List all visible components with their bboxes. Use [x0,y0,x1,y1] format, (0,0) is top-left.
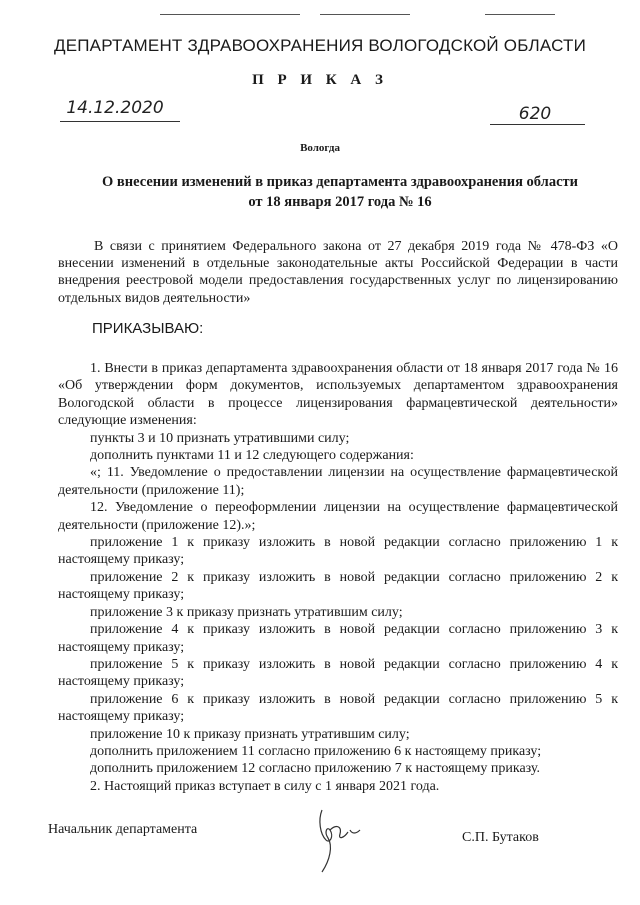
department-heading: ДЕПАРТАМЕНТ ЗДРАВООХРАНЕНИЯ ВОЛОГОДСКОЙ ОБЛАСТИ [54,36,586,55]
number-underline [490,124,585,125]
signatory-position: Начальник департамента [48,822,198,837]
city: Вологда [300,142,340,154]
body-line: 12. Уведомление о переоформлении лицензии на осуществление фармацевтической деятельности (приложение 12).»; [58,500,618,533]
body-line: приложение 2 к приказу изложить в новой редакции согласно приложению 2 к настоящему приказу; [58,569,618,603]
scan-rule [160,14,300,15]
body-line: «; 11. Уведомление о предоставлении лицензии на осуществление фармацевтической деятельности (приложение 11); [58,465,618,498]
scan-rule [485,14,555,15]
body-line: приложение 10 к приказу признать утратившим силу; [90,726,410,742]
document-title [80,172,600,212]
body-line: пункты 3 и 10 признать утратившими силу; [90,430,350,446]
body-line: 2. Настоящий приказ вступает в силу с 1 января 2021 года. [90,778,440,794]
order-body [58,360,618,795]
title-line: от 18 января 2017 года № 16 [248,194,432,210]
body-line: 1. Внести в приказ департамента здравоохранения области от 18 января 2017 года № 16 «Об утверждении форм документов, используемых департаментом здравоохранения Вологодской области в процессе лицензирования фармацевтической деятельности» следующие изменения: [58,361,618,429]
order-word: ПРИКАЗЫВАЮ: [92,320,204,337]
title-line: О внесении изменений в приказ департамента здравоохранения области [102,174,578,190]
body-line: приложение 1 к приказу изложить в новой редакции согласно приложению 1 к настоящему приказу; [58,535,618,568]
handwritten-signature-icon [300,800,370,880]
date-underline [60,121,180,122]
scan-rule [320,14,410,15]
body-line: приложение 3 к приказу признать утратившим силу; [90,604,403,620]
body-line: приложение 5 к приказу изложить в новой редакции согласно приложению 4 к настоящему приказу; [58,656,618,690]
preamble [58,238,618,307]
signatory-name: С.П. Бутаков [462,830,539,845]
document-type: П Р И К А З [252,72,388,88]
body-line: дополнить приложением 11 согласно приложению 6 к настоящему приказу; [90,743,542,759]
preamble-text: В связи с принятием Федерального закона от 27 декабря 2019 года № 478-ФЗ «О внесении изменений в отдельные законодательные акты Российской Федерации в части внедрения реестровой модели предоставления государственных услуг по лицензированию отдельных видов деятельности» [58,239,618,306]
body-line: приложение 4 к приказу изложить в новой редакции согласно приложению 3 к настоящему приказу; [58,622,618,655]
order-number: 620 [518,104,552,124]
body-line: дополнить пунктами 11 и 12 следующего содержания: [90,448,414,464]
body-line: приложение 6 к приказу изложить в новой редакции согласно приложению 5 к настоящему приказу; [58,691,618,725]
order-date: 14.12.2020 [66,98,164,118]
body-line: дополнить приложением 12 согласно приложению 7 к настоящему приказу. [90,761,541,777]
